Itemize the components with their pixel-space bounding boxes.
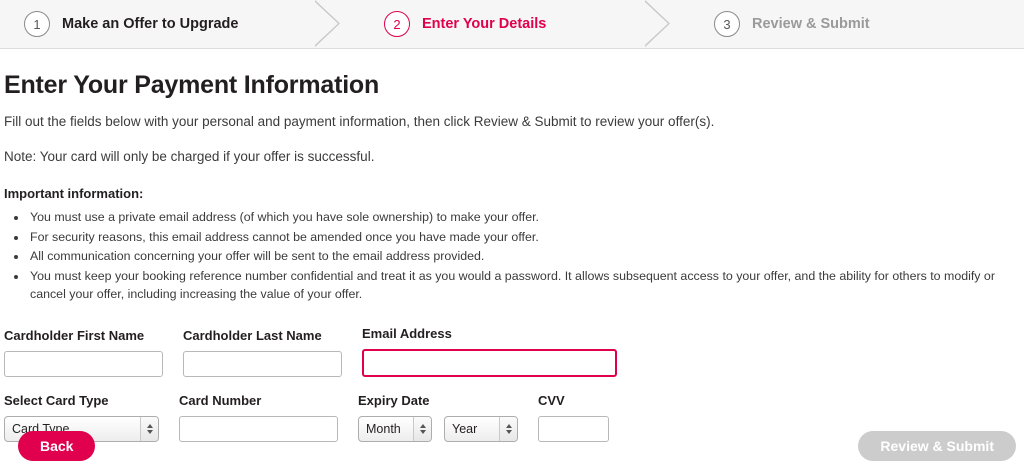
- email-label: Email Address: [362, 326, 452, 342]
- charge-note-text: Note: Your card will only be charged if your offer is successful.: [4, 149, 375, 164]
- step-make-an-offer[interactable]: [0, 0, 340, 48]
- form-footer: [0, 431, 1024, 461]
- step-2-chevron-icon: [645, 0, 671, 47]
- page-title: Enter Your Payment Information: [4, 71, 380, 99]
- step-3-label: Review & Submit: [752, 16, 870, 32]
- first-name-label: Cardholder First Name: [4, 328, 145, 344]
- main-content: [0, 49, 1024, 442]
- payment-form: [0, 326, 1024, 442]
- progress-stepper: [0, 0, 1024, 49]
- step-review-and-submit[interactable]: [670, 0, 1024, 48]
- back-button[interactable]: Back: [18, 431, 95, 461]
- step-2-label: Enter Your Details: [422, 16, 547, 32]
- review-and-submit-button[interactable]: Review & Submit: [858, 431, 1016, 461]
- step-3-number: 3: [714, 11, 740, 37]
- list-item: • You must keep your booking reference number confidential and treat it as you would a password. It allows subsequent access to your offer, and the ability for others to modify or cancel your offer, including increasing the value of your offer.: [28, 267, 1024, 304]
- list-item: • All communication concerning your offer will be sent to the email address provided.: [28, 247, 1024, 266]
- last-name-input[interactable]: [183, 351, 342, 377]
- card-number-label: Card Number: [179, 393, 262, 409]
- step-enter-your-details[interactable]: [340, 0, 670, 48]
- step-2-number: 2: [384, 11, 410, 37]
- form-row-personal: [4, 326, 1024, 377]
- expiry-date-label: Expiry Date: [358, 393, 430, 409]
- cvv-label: CVV: [538, 393, 565, 409]
- important-information-list: [0, 208, 1024, 304]
- step-1-chevron-icon: [315, 0, 341, 47]
- important-information-heading: Important information:: [4, 186, 144, 201]
- step-1-number: 1: [24, 11, 50, 37]
- list-item: • For security reasons, this email address cannot be amended once you have made your offer.: [28, 228, 1024, 247]
- list-item: • You must use a private email address (of which you have sole ownership) to make your offer.: [28, 208, 1024, 227]
- email-input[interactable]: [362, 349, 617, 377]
- last-name-label: Cardholder Last Name: [183, 328, 322, 344]
- field-last-name: [183, 328, 342, 377]
- field-first-name: [4, 328, 163, 377]
- field-email: [362, 326, 617, 377]
- card-type-label: Select Card Type: [4, 393, 109, 409]
- first-name-input[interactable]: [4, 351, 163, 377]
- page-intro-text: Fill out the fields below with your personal and payment information, then click Review & Submit to review your offer(s).: [4, 114, 715, 129]
- step-1-label: Make an Offer to Upgrade: [62, 16, 239, 32]
